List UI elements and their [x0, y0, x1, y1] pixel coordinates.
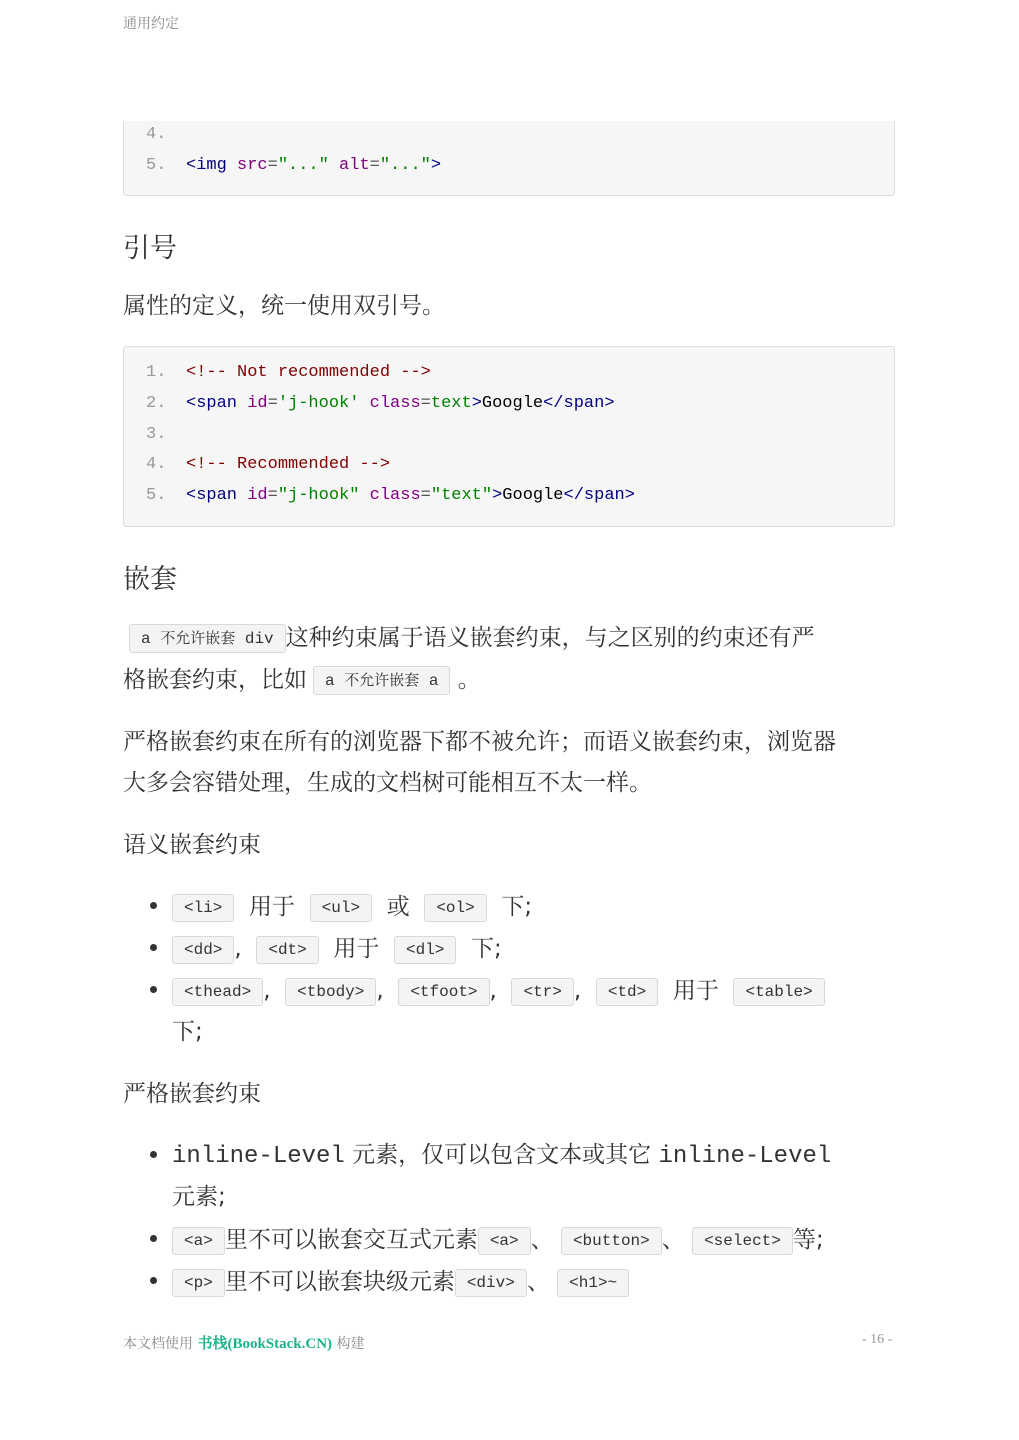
bullet	[150, 1151, 157, 1158]
nesting-paragraph-2-cont: 大多会容错处理，生成的文档树可能相互不太一样。	[123, 770, 652, 796]
code-token: =	[420, 394, 431, 413]
inline-code: <h1>~	[557, 1269, 629, 1297]
code-token: =	[420, 486, 431, 505]
line-number: 2.	[146, 394, 167, 413]
code-token: <!-- Recommended -->	[186, 455, 391, 474]
inline-code: <select>	[692, 1227, 793, 1255]
inline-code: <dd>	[172, 936, 234, 964]
code-token: src	[237, 156, 268, 175]
code-token: <img	[186, 156, 238, 175]
bookstack-link[interactable]: 书栈(BookStack.CN)	[197, 1336, 333, 1352]
quotes-paragraph: 属性的定义，统一使用双引号。	[123, 293, 445, 319]
code-token: <!-- Not recommended -->	[186, 363, 431, 382]
code-token: 'j-hook'	[277, 394, 360, 413]
line-number: 4.	[146, 125, 167, 144]
list-item: <dd> , <dt> 用于 <dl> 下;	[172, 930, 502, 964]
footer-credit: 本文档使用 书栈(BookStack.CN) 构建	[123, 1336, 365, 1352]
nesting-paragraph-1: a 不允许嵌套 div 这种约束属于语义嵌套约束，与之区别的约束还有严	[123, 619, 898, 653]
code-token: "j-hook"	[277, 486, 360, 505]
code-token: Google	[502, 486, 564, 505]
inline-code: <li>	[172, 894, 234, 922]
inline-code: <tr>	[511, 978, 573, 1006]
code-line	[146, 392, 615, 416]
bullet	[150, 944, 157, 951]
code-line	[146, 423, 186, 447]
inline-code: <ul>	[310, 894, 372, 922]
code-token	[359, 394, 369, 413]
inline-code: <td>	[596, 978, 658, 1006]
code-token: class	[369, 486, 421, 505]
list-item: <a> 里不可以嵌套交互式元素 <a> 、 <button> 、 <select> 等;	[172, 1221, 824, 1255]
code-token: </span>	[563, 486, 635, 505]
line-number: 1.	[146, 363, 167, 382]
bullet	[150, 902, 157, 909]
code-token: class	[369, 394, 421, 413]
code-line	[146, 453, 390, 477]
code-token: "text"	[430, 486, 493, 505]
code-token: text	[430, 394, 472, 413]
code-line	[146, 484, 635, 508]
list-item-cont: 元素;	[172, 1184, 226, 1210]
inline-code: a 不允许嵌套 a	[313, 666, 450, 695]
code-token: >	[492, 486, 503, 505]
code-token: =	[267, 156, 278, 175]
list-item-cont: 下;	[172, 1019, 203, 1045]
code-token	[329, 156, 339, 175]
code-token: >	[471, 394, 482, 413]
list-item: <li> 用于 <ul> 或 <ol> 下;	[172, 888, 532, 922]
section-heading-quotes: 引号	[123, 233, 177, 264]
inline-code: <div>	[455, 1269, 527, 1297]
line-number: 5.	[146, 486, 167, 505]
code-token: id	[247, 486, 268, 505]
code-token: "..."	[379, 156, 431, 175]
code-token: =	[267, 394, 278, 413]
line-number: 5.	[146, 156, 167, 175]
code-line	[146, 123, 186, 147]
inline-code: <p>	[172, 1269, 225, 1297]
line-number: 3.	[146, 425, 167, 444]
list-item: <p> 里不可以嵌套块级元素 <div> 、 <h1>~	[172, 1263, 629, 1297]
code-token: =	[267, 486, 278, 505]
code-block-quotes	[123, 346, 895, 527]
code-token	[359, 486, 369, 505]
code-line	[146, 361, 431, 385]
inline-code: <tfoot>	[398, 978, 489, 1006]
code-token: id	[247, 394, 268, 413]
code-token: "..."	[277, 156, 329, 175]
bullet	[150, 1235, 157, 1242]
nesting-paragraph-1-cont: 格嵌套约束，比如 a 不允许嵌套 a 。	[123, 667, 481, 693]
list-item: <thead> , <tbody> , <tfoot> , <tr> , <td> 用于 <table>	[172, 972, 825, 1006]
section-heading-nesting: 嵌套	[123, 564, 177, 595]
code-token: </span>	[543, 394, 615, 413]
inline-code: <thead>	[172, 978, 263, 1006]
inline-code: <a>	[478, 1227, 531, 1255]
inline-code: <a>	[172, 1227, 225, 1255]
running-header: 通用约定	[123, 16, 179, 32]
semantic-nesting-title: 语义嵌套约束	[123, 832, 261, 858]
bullet	[150, 986, 157, 993]
nesting-paragraph-2: 严格嵌套约束在所有的浏览器下都不被允许；而语义嵌套约束，浏览器	[123, 729, 836, 755]
code-token: alt	[339, 156, 370, 175]
code-token: >	[430, 156, 442, 175]
code-token: <span	[186, 486, 248, 505]
inline-code: <ol>	[424, 894, 486, 922]
code-token: =	[369, 156, 380, 175]
inline-code: <table>	[733, 978, 824, 1006]
code-line	[146, 154, 441, 178]
list-item: inline-Level 元素，仅可以包含文本或其它 inline-Level	[172, 1142, 832, 1170]
inline-code: <dt>	[256, 936, 318, 964]
inline-code: a 不允许嵌套 div	[129, 624, 286, 653]
line-number: 4.	[146, 455, 167, 474]
inline-code: <dl>	[394, 936, 456, 964]
inline-code: <button>	[561, 1227, 662, 1255]
code-token: <span	[186, 394, 248, 413]
strict-nesting-title: 严格嵌套约束	[123, 1081, 261, 1107]
bullet	[150, 1277, 157, 1284]
code-token: Google	[481, 394, 544, 413]
inline-code: <tbody>	[285, 978, 376, 1006]
code-block-img	[123, 121, 895, 196]
page-number: - 16 -	[862, 1332, 893, 1347]
